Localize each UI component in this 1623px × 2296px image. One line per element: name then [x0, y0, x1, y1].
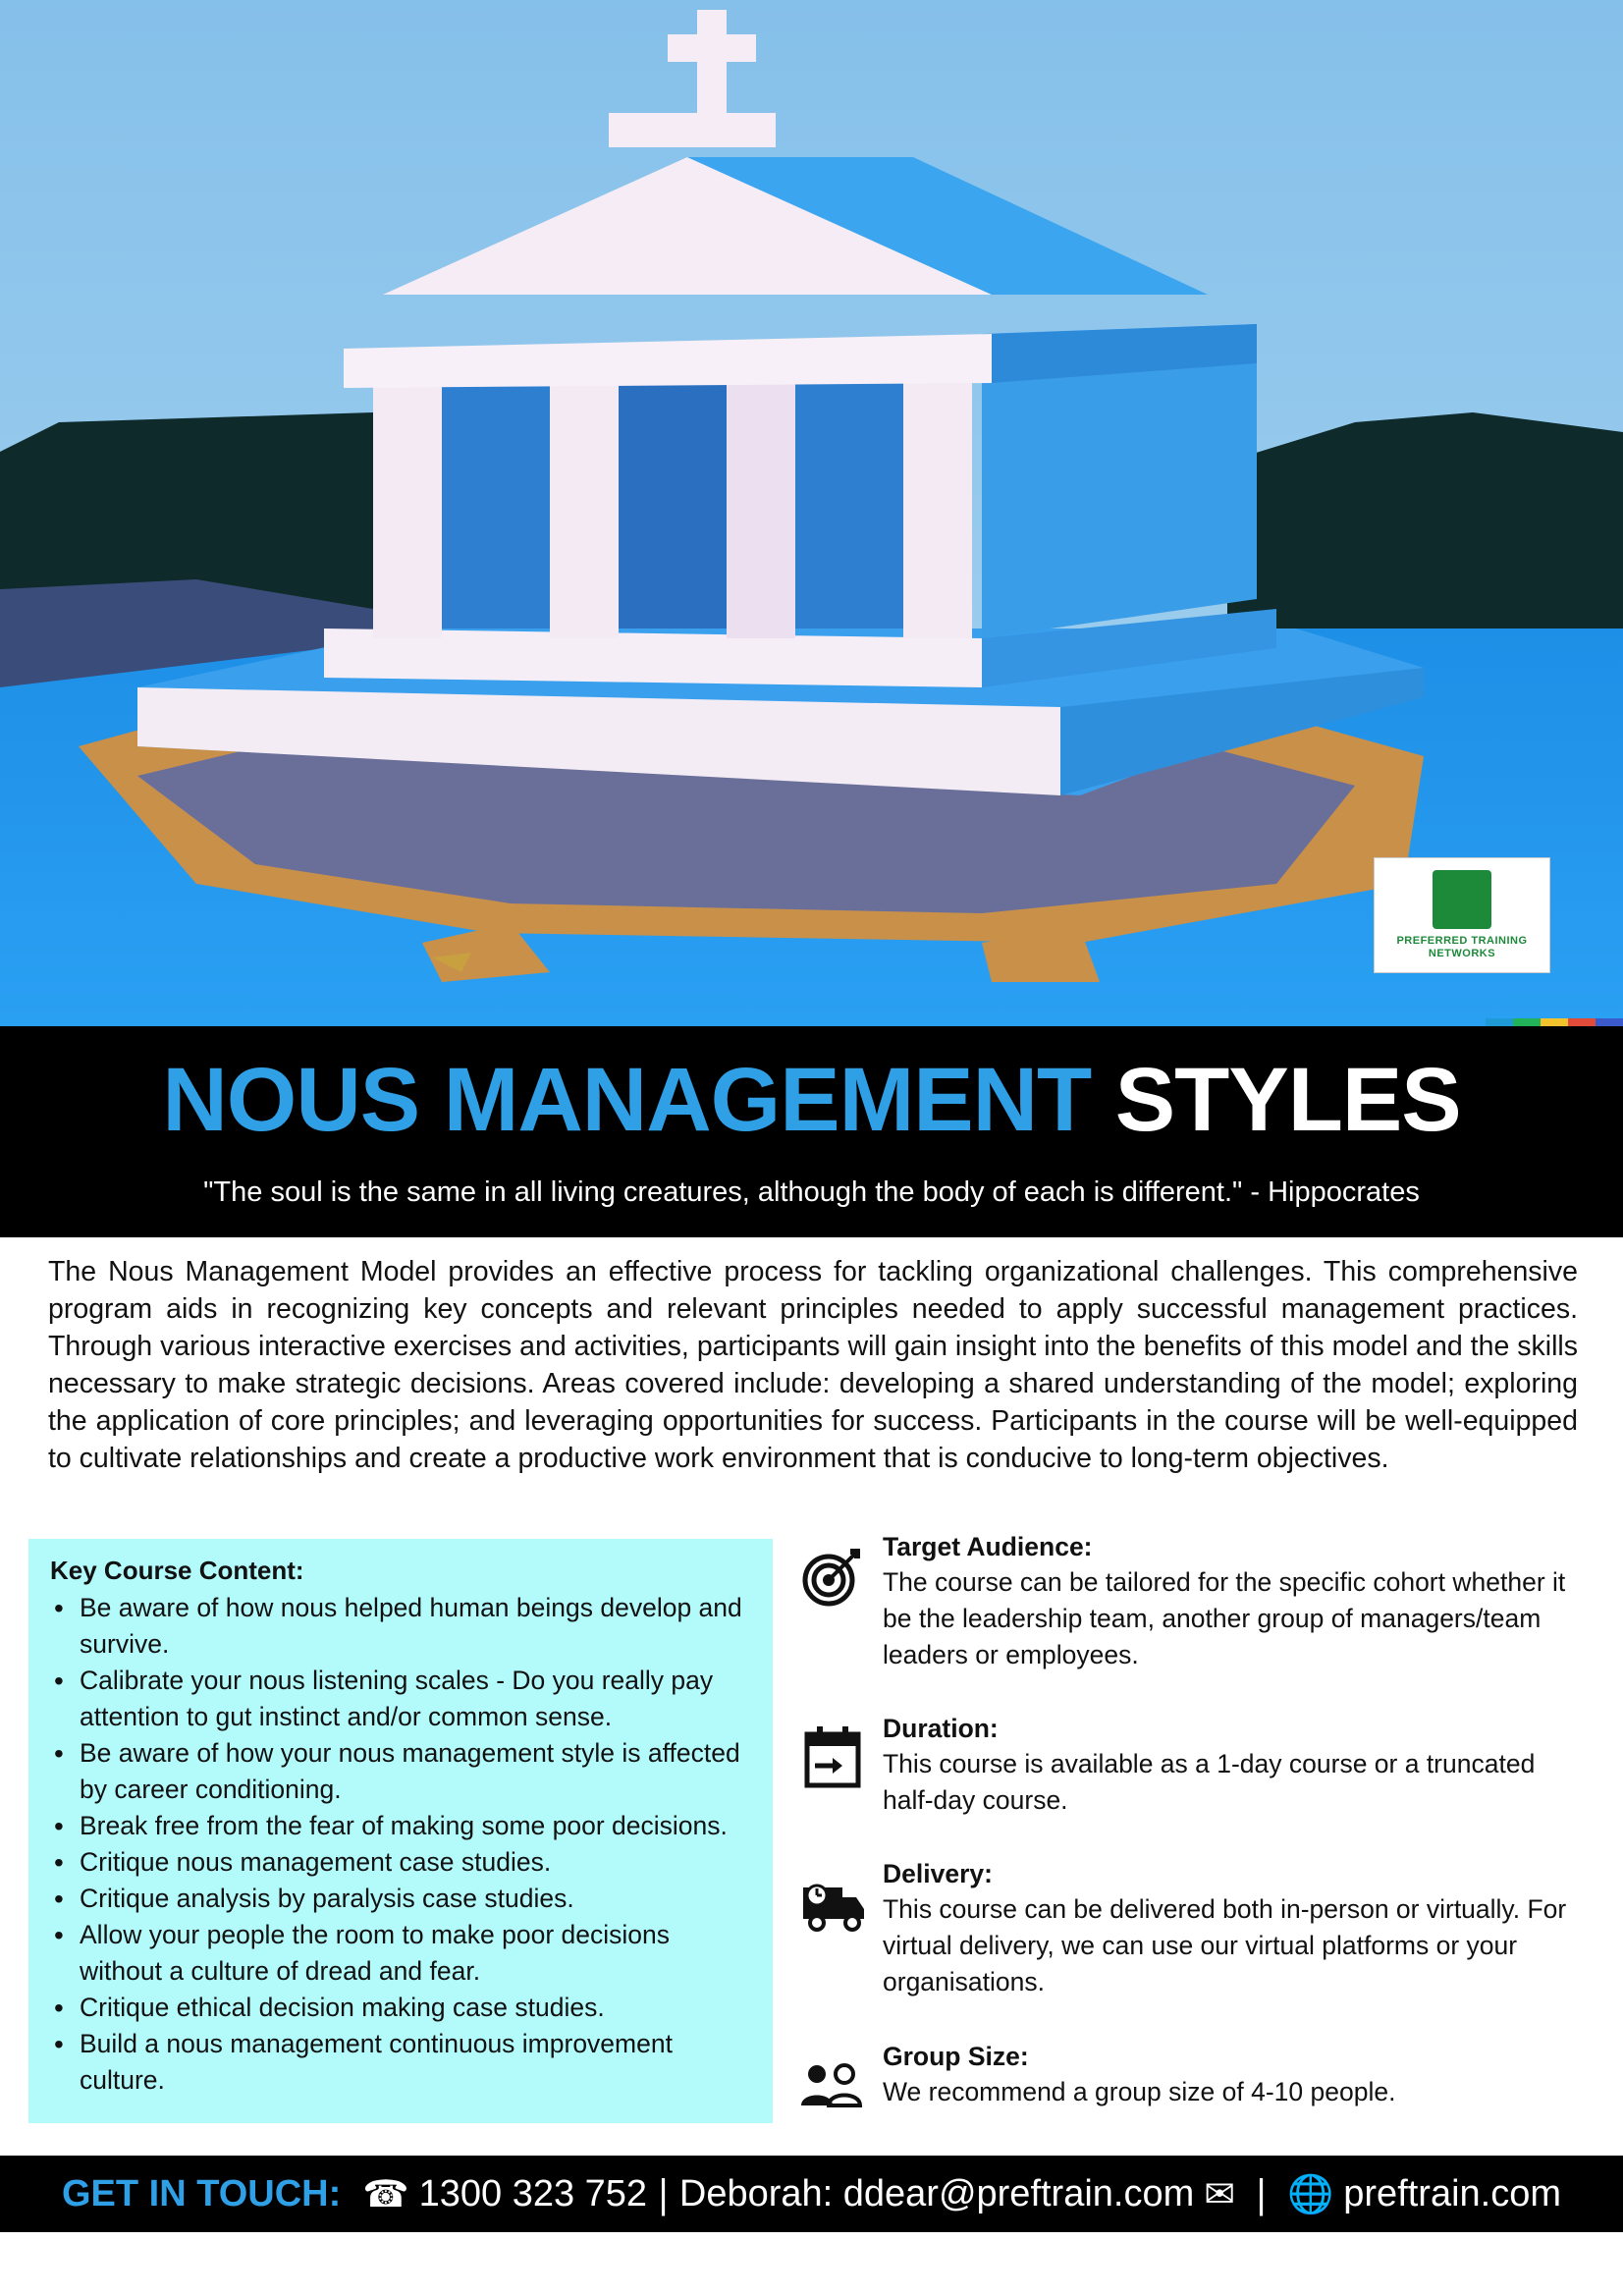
- list-item: • Be aware of how your nous management style is affected by career conditioning.: [50, 1735, 753, 1808]
- target-audience-text: The course can be tailored for the specific cohort whether it be the leadership team, another group of managers/team leaders or employees.: [883, 1567, 1566, 1669]
- key-content-box: [28, 1539, 773, 2123]
- globe-icon: 🌐: [1286, 2171, 1334, 2215]
- logo-line2: NETWORKS: [1428, 948, 1496, 959]
- delivery-text: This course can be delivered both in-person or virtually. For virtual delivery, we can use our virtual platforms or your organisations.: [883, 1894, 1567, 1996]
- list-item: • Allow your people the room to make poor decisions without a culture of dread and fear.: [50, 1917, 753, 1990]
- delivery-title: Delivery:: [883, 1859, 993, 1888]
- contact-footer: [0, 2156, 1623, 2232]
- footer-label: GET IN TOUCH:: [61, 2172, 342, 2214]
- phone-number[interactable]: 1300 323 752: [418, 2172, 648, 2214]
- intro-paragraph: The Nous Management Model provides an effective process for tackling organizational challenges. This comprehensive program aids in recognizing key concepts and relevant principles needed to apply successful management practices. Through various interactive exercises and activities, participants will gain insight into the benefits of this model and the skills necessary to make strategic decisions. Areas covered include: developing a shared understanding of the model; exploring the application of core principles; and leveraging opportunities for success. Participants in the course will be well-equipped to cultivate relationships and create a productive work environment that is conducive to long-term objectives.: [48, 1256, 1578, 1474]
- delivery-truck-icon: [795, 1866, 870, 1941]
- refresh-arrows-icon: [1433, 870, 1491, 929]
- page-title: [0, 1051, 1623, 1149]
- separator: |: [1255, 2172, 1268, 2215]
- group-size-text: We recommend a group size of 4-10 people.: [883, 2077, 1396, 2106]
- separator: |: [657, 2172, 670, 2215]
- duration-text: This course is available as a 1-day course or a truncated half-day course.: [883, 1749, 1536, 1815]
- hero-image: [0, 0, 1623, 1026]
- key-content-title: Key Course Content:: [50, 1556, 304, 1585]
- list-item: • Critique analysis by paralysis case studies.: [50, 1881, 753, 1917]
- list-item: • Critique nous management case studies.: [50, 1844, 753, 1881]
- calendar-icon: [795, 1721, 870, 1795]
- title-part1: NOUS MANAGEMENT: [162, 1050, 1092, 1150]
- list-item: • Be aware of how nous helped human beings develop and survive.: [50, 1590, 753, 1663]
- website-link[interactable]: preftrain.com: [1343, 2172, 1562, 2214]
- duration-title: Duration:: [883, 1714, 999, 1743]
- email-contact[interactable]: Deborah: ddear@preftrain.com: [678, 2172, 1195, 2214]
- list-item: • Build a nous management continuous improvement culture.: [50, 2026, 753, 2099]
- list-item: • Calibrate your nous listening scales - Do you really pay attention to gut instinct and/or common sense.: [50, 1663, 753, 1735]
- logo-line1: PREFERRED TRAINING: [1396, 935, 1528, 947]
- list-item: • Critique ethical decision making case studies.: [50, 1990, 753, 2026]
- preferred-training-logo: [1374, 857, 1550, 973]
- target-audience-title: Target Audience:: [883, 1532, 1093, 1561]
- color-stripe: [1486, 1018, 1623, 1026]
- target-icon: [795, 1539, 870, 1613]
- logo-text: [1396, 935, 1527, 960]
- group-size-title: Group Size:: [883, 2042, 1029, 2071]
- group-icon: [795, 2049, 870, 2123]
- key-content-list: [50, 1590, 753, 2099]
- title-part2: STYLES: [1114, 1050, 1461, 1150]
- phone-icon: ☎: [362, 2172, 409, 2215]
- mail-icon: ✉: [1204, 2172, 1236, 2215]
- quote: "The soul is the same in all living creatures, although the body of each is different." - Hippocrates: [203, 1176, 1420, 1208]
- list-item: • Break free from the fear of making some poor decisions.: [50, 1808, 753, 1844]
